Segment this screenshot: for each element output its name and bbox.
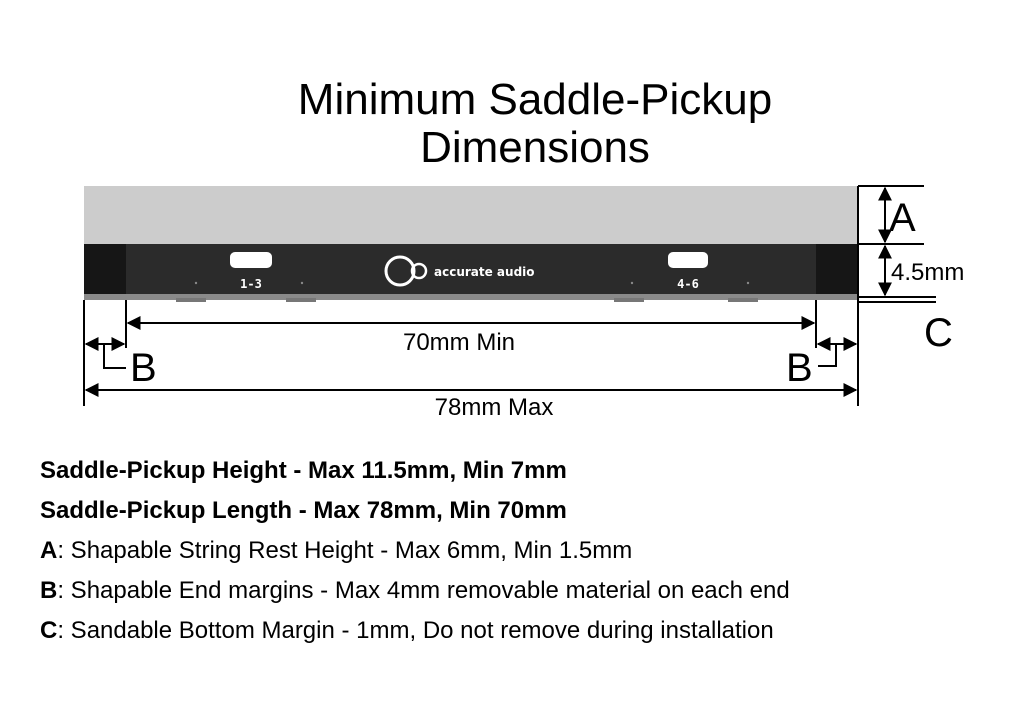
spec-length: Saddle-Pickup Length - Max 78mm, Min 70mm — [40, 497, 567, 524]
saddle-top — [84, 186, 858, 244]
label-78mm-max: 78mm Max — [434, 394, 554, 421]
spec-b — [40, 576, 790, 606]
pickup-badge-right: 4-6 — [677, 277, 699, 291]
pickup-end-right — [816, 244, 858, 296]
spec-c-key: C — [40, 617, 58, 644]
brand-name: accurate audio — [434, 265, 535, 279]
pickup-end-left — [84, 244, 126, 296]
label-70mm-min: 70mm Min — [402, 329, 516, 356]
spec-b-text: : Shapable End margins - Max 4mm removable material on each end — [57, 577, 790, 604]
string-slot-left — [230, 252, 272, 268]
pickup-badge-left: 1-3 — [240, 277, 262, 291]
title-line-1: Minimum Saddle-Pickup — [297, 75, 773, 124]
pickup-body — [84, 244, 858, 302]
label-a: A — [889, 196, 916, 240]
spec-a — [40, 536, 632, 566]
spec-a-text: : Shapable String Rest Height - Max 6mm, Min 1.5mm — [57, 537, 633, 564]
string-slot-right — [668, 252, 708, 268]
spec-c — [40, 616, 774, 646]
spec-c-text: : Sandable Bottom Margin - 1mm, Do not remove during installation — [57, 617, 774, 644]
title-line-2: Dimensions — [420, 123, 650, 172]
label-b-left: B — [130, 346, 157, 390]
spec-b-key: B — [40, 577, 58, 604]
spec-a-key: A — [40, 537, 58, 564]
label-c: C — [924, 311, 953, 355]
label-b-right: B — [786, 346, 813, 390]
label-a-value: 4.5mm — [891, 259, 965, 286]
spec-height: Saddle-Pickup Height - Max 11.5mm, Min 7mm — [40, 457, 567, 484]
